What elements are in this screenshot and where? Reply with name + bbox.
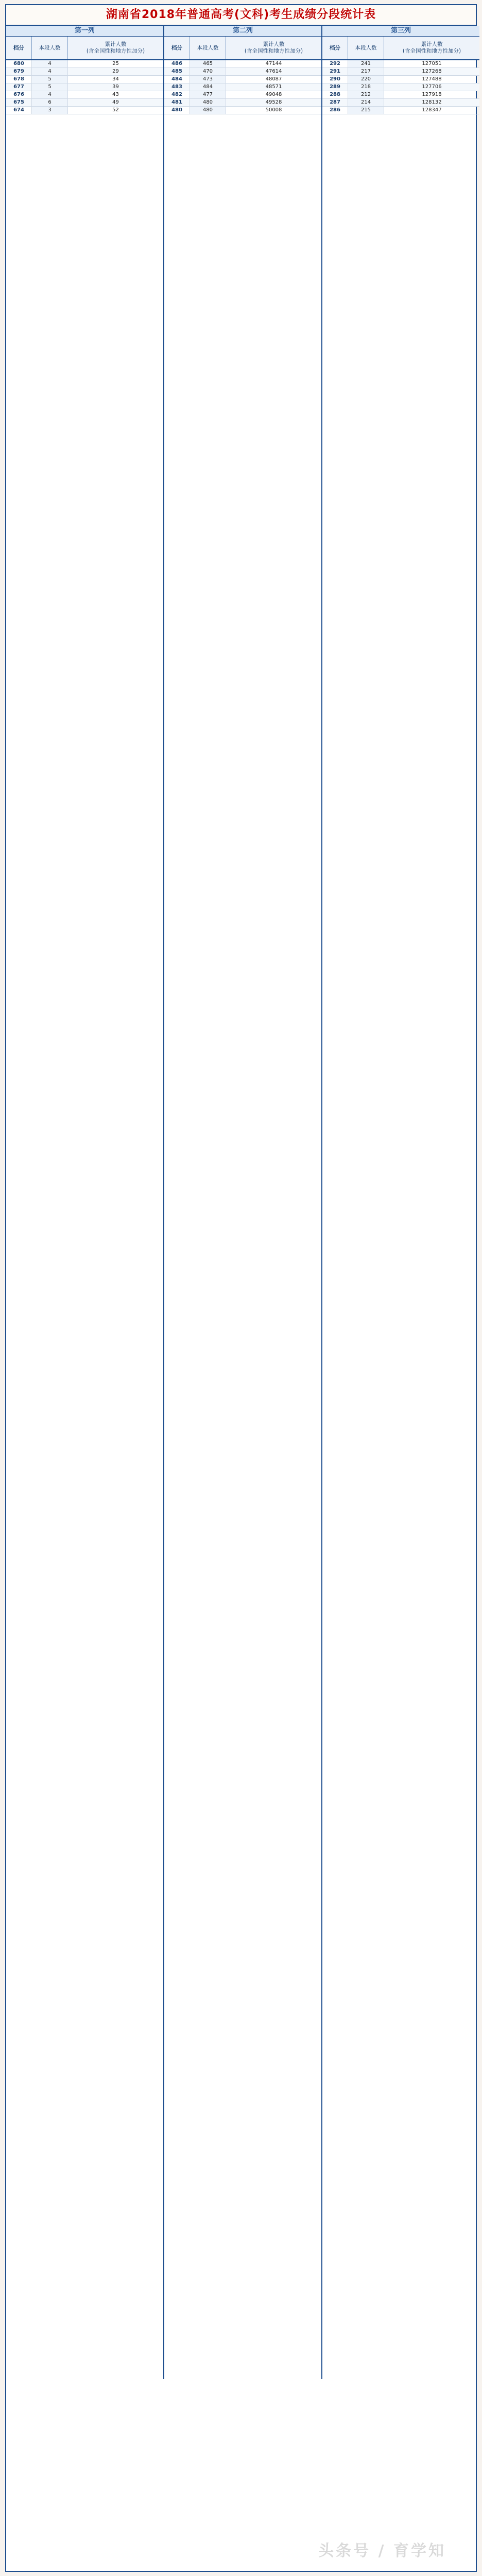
- cell-score: 674: [6, 107, 32, 114]
- table-row: [6, 68, 163, 76]
- cell-total: 29: [112, 69, 119, 74]
- cell-total: 50008: [265, 107, 282, 113]
- table-row: [164, 76, 321, 83]
- cell-score: 289: [322, 83, 348, 91]
- table-row: [322, 91, 479, 99]
- cell-score: 290: [322, 76, 348, 83]
- header-total: 累计人数 (含全国性和地方性加分): [244, 41, 303, 54]
- cell-score: 481: [164, 99, 190, 106]
- table-row: [6, 76, 163, 83]
- table-row: [6, 91, 163, 99]
- page-title: 湖南省2018年普通高考(文科)考生成绩分段统计表: [6, 5, 476, 26]
- cell-count: 480: [190, 99, 226, 106]
- table-row: [6, 60, 163, 68]
- cell-count: 473: [190, 76, 226, 83]
- cell-count: 5: [32, 83, 68, 91]
- cell-score: 484: [164, 76, 190, 83]
- cell-total: 25: [112, 61, 119, 66]
- table-block-3: [322, 26, 479, 2379]
- cell-total: 49528: [265, 99, 282, 105]
- cell-total: 47614: [265, 69, 282, 74]
- cell-total: 127268: [422, 69, 442, 74]
- column-header-row: [6, 37, 163, 60]
- cell-count: 6: [32, 99, 68, 106]
- cell-count: 4: [32, 60, 68, 68]
- cell-count: 241: [348, 60, 384, 68]
- header-score: 档分: [322, 37, 348, 59]
- cell-score: 292: [322, 60, 348, 68]
- cell-count: 5: [32, 76, 68, 83]
- cell-score: 287: [322, 99, 348, 106]
- table-block-2: [164, 26, 322, 2379]
- cell-count: 215: [348, 107, 384, 114]
- table-row: [164, 107, 321, 114]
- table-blocks: [6, 26, 476, 2379]
- header-count: 本段人数: [32, 37, 68, 59]
- header-count: 本段人数: [348, 37, 384, 59]
- cell-total: 49: [112, 99, 119, 105]
- table-row: [164, 68, 321, 76]
- table-row: [322, 83, 479, 91]
- cell-count: 470: [190, 68, 226, 75]
- cell-total: 127706: [422, 84, 442, 90]
- cell-count: 218: [348, 83, 384, 91]
- header-total: 累计人数 (含全国性和地方性加分): [402, 41, 461, 54]
- cell-count: 212: [348, 91, 384, 98]
- header-count: 本段人数: [190, 37, 226, 59]
- cell-count: 465: [190, 60, 226, 68]
- cell-count: 3: [32, 107, 68, 114]
- cell-score: 677: [6, 83, 32, 91]
- table-row: [164, 99, 321, 107]
- header-score: 档分: [6, 37, 32, 59]
- cell-total: 127051: [422, 61, 442, 66]
- cell-score: 291: [322, 68, 348, 75]
- cell-score: 485: [164, 68, 190, 75]
- cell-total: 128347: [422, 107, 442, 113]
- cell-score: 483: [164, 83, 190, 91]
- table-row: [322, 99, 479, 107]
- rows-container: [164, 60, 321, 2379]
- cell-score: 675: [6, 99, 32, 106]
- score-table-page: [5, 4, 477, 2572]
- cell-total: 127488: [422, 76, 442, 82]
- cell-count: 480: [190, 107, 226, 114]
- rows-container: [322, 60, 479, 2379]
- column-header-row: [322, 37, 479, 60]
- cell-total: 52: [112, 107, 119, 113]
- cell-score: 482: [164, 91, 190, 98]
- table-block-1: [6, 26, 164, 2379]
- cell-count: 217: [348, 68, 384, 75]
- table-row: [164, 60, 321, 68]
- cell-score: 288: [322, 91, 348, 98]
- table-row: [164, 91, 321, 99]
- table-row: [6, 83, 163, 91]
- cell-total: 39: [112, 84, 119, 90]
- cell-total: 43: [112, 92, 119, 97]
- table-row: [322, 76, 479, 83]
- cell-total: 127918: [422, 92, 442, 97]
- cell-count: 4: [32, 91, 68, 98]
- watermark: 头条号 / 育学知: [318, 2542, 446, 2560]
- table-row: [6, 99, 163, 107]
- cell-total: 48087: [265, 76, 282, 82]
- block-label: 第一列: [6, 26, 163, 37]
- cell-count: 477: [190, 91, 226, 98]
- block-label: 第二列: [164, 26, 321, 37]
- table-row: [322, 60, 479, 68]
- table-row: [322, 68, 479, 76]
- cell-count: 220: [348, 76, 384, 83]
- cell-score: 678: [6, 76, 32, 83]
- cell-score: 679: [6, 68, 32, 75]
- column-header-row: [164, 37, 321, 60]
- rows-container: [6, 60, 163, 2379]
- cell-total: 49048: [265, 92, 282, 97]
- cell-total: 34: [112, 76, 119, 82]
- table-row: [164, 83, 321, 91]
- cell-total: 48571: [265, 84, 282, 90]
- block-label: 第三列: [322, 26, 479, 37]
- cell-total: 128132: [422, 99, 442, 105]
- cell-count: 484: [190, 83, 226, 91]
- cell-score: 676: [6, 91, 32, 98]
- cell-score: 286: [322, 107, 348, 114]
- table-row: [322, 107, 479, 114]
- cell-count: 4: [32, 68, 68, 75]
- table-row: [6, 107, 163, 114]
- cell-score: 486: [164, 60, 190, 68]
- cell-score: 480: [164, 107, 190, 114]
- cell-total: 47144: [265, 61, 282, 66]
- cell-score: 680: [6, 60, 32, 68]
- header-total: 累计人数 (含全国性和地方性加分): [86, 41, 145, 54]
- header-score: 档分: [164, 37, 190, 59]
- cell-count: 214: [348, 99, 384, 106]
